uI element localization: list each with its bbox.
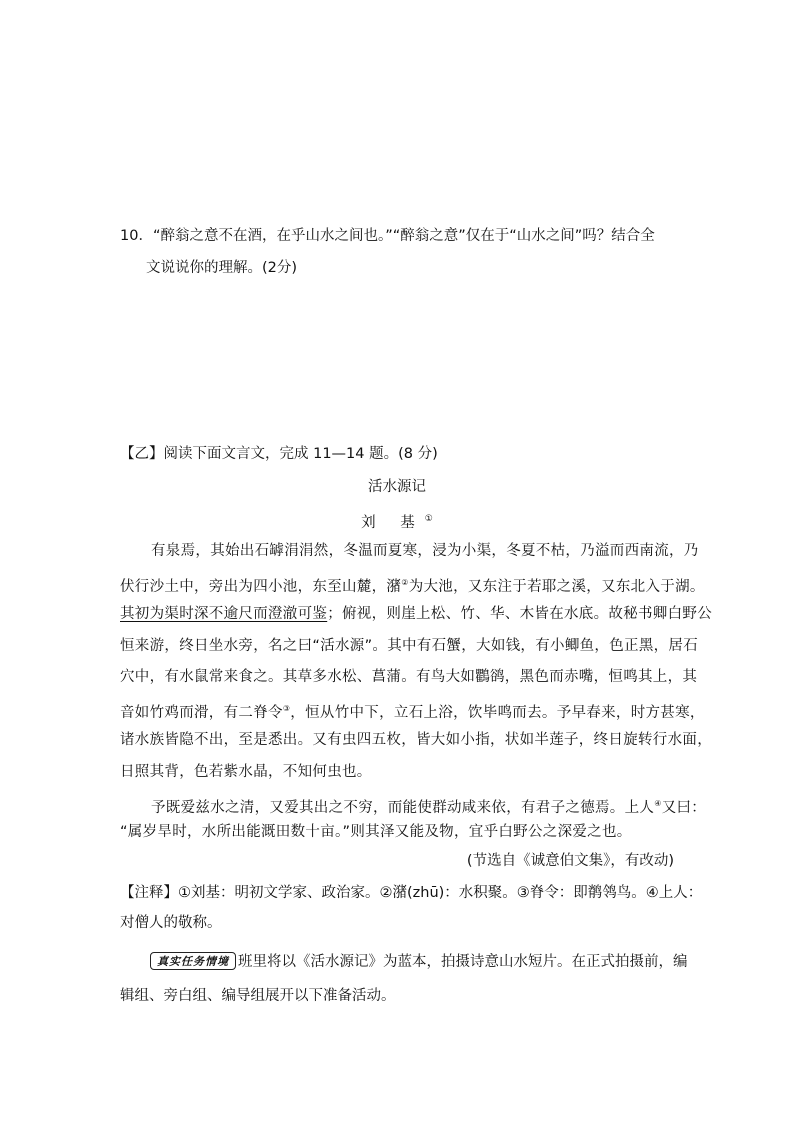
paragraph-1-line-8: 日照其背，色若紫水晶，不知何虫也。: [120, 764, 372, 780]
paragraph-1-line-5: 穴中，有水鼠常来食之。其草多水松、菖蒲。有鸟大如鸜鹆，黑色而赤嘴，恒鸣其上，其: [120, 669, 698, 685]
footnote-mark-3: ③: [282, 704, 291, 713]
source-citation: (节选自《诚意伯文集》，有改动): [466, 853, 674, 869]
paragraph-1-line-2: 伏行沙土中，旁出为四小池，东至山麓，潴②为大池，又东注于若耶之溪，又东北入于湖。: [120, 578, 705, 595]
underlined-sentence: 其初为渠时深不逾尺而澄澈可鉴: [120, 606, 328, 622]
article-title: 活水源记: [368, 479, 426, 495]
paragraph-1-line-6: 音如竹鸡而滑，有二脊令③，恒从竹中下，立石上浴，饮毕鸣而去。予早春来，时方甚寒，: [120, 704, 705, 721]
question-10-line2: 文说说你的理解。(2分): [146, 260, 298, 276]
annotation-line2: 对僧人的敬称。: [120, 915, 222, 931]
paragraph-1-line-3: 其初为渠时深不逾尺而澄澈可鉴；俯视，则崖上松、竹、华、木皆在水底。故秘书卿白野公: [120, 606, 713, 622]
paragraph-1-line-4: 恒来游，终日坐水旁，名之曰“活水源”。其中有石蟹，大如钱，有小鲫鱼，色正黑，居石: [120, 638, 699, 654]
footnote-mark-2: ②: [401, 578, 409, 587]
footnote-mark-4: ④: [654, 799, 662, 808]
section-yi-heading: 【乙】阅读下面文言文，完成 11—14 题。(8 分): [120, 446, 438, 462]
author-name: 刘 基: [361, 514, 425, 531]
task-context-stamp: 真实任务情境: [150, 952, 236, 970]
paragraph-1-line-1: 有泉焉，其始出石罅涓涓然，冬温而夏寒，浸为小渠，冬夏不枯，乃溢而西南流，乃: [151, 543, 699, 559]
paragraph-1-line-7: 诸水族皆隐不出，至是悉出。又有虫四五枚，皆大如小指，状如半莲子，终日旋转行水面，: [120, 732, 712, 748]
article-author: [0, 509, 794, 533]
paragraph-2-line-1: 予既爱兹水之清，又爱其出之不穷，而能使群动咸来依，有君子之德焉。上人④又曰：: [151, 799, 707, 816]
task-line1: 班里将以《活水源记》为蓝本，拍摄诗意山水短片。在正式拍摄前，编: [238, 954, 688, 970]
question-10-line1: 10．“醉翁之意不在酒，在乎山水之间也。”“醉翁之意”仅在于“山水之间”吗？结合全: [120, 228, 655, 244]
annotation-line1: 【注释】①刘基：明初文学家、政治家。②潴(zhū)：水积聚。③脊令：即鹡鸰鸟。④上人：: [120, 885, 703, 901]
paragraph-2-line-2: “属岁旱时，水所出能溉田数十亩。”则其泽又能及物，宜乎白野公之深爱之也。: [120, 824, 632, 840]
task-line2: 辑组、旁白组、编导组展开以下准备活动。: [120, 988, 396, 1004]
author-footnote-mark: ①: [424, 514, 433, 524]
